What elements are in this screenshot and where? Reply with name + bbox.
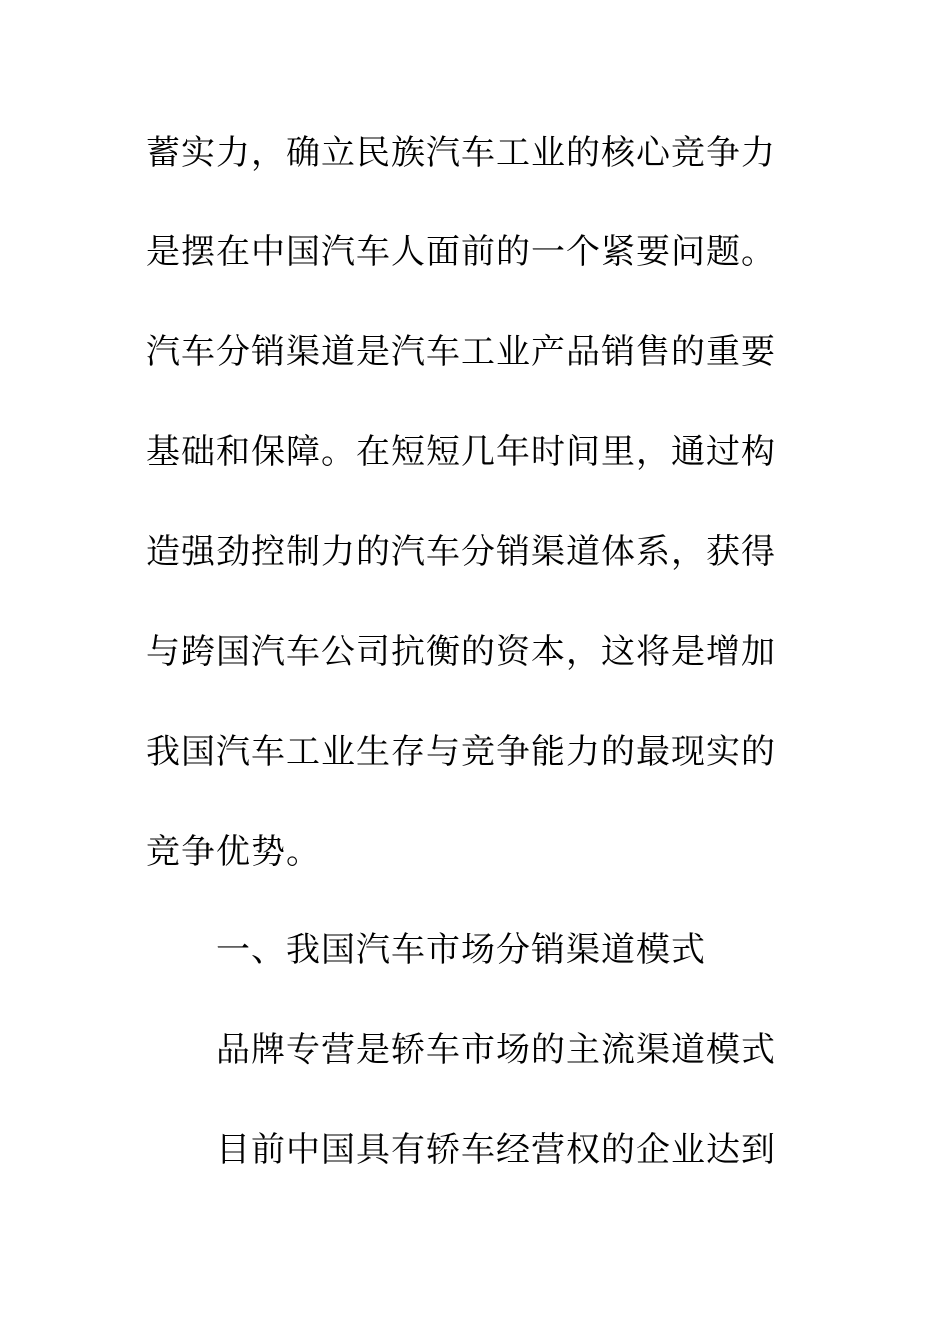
text-line: 我国汽车工业生存与竞争能力的最现实的: [146, 732, 776, 772]
section-heading: 一、我国汽车市场分销渠道模式: [216, 930, 706, 970]
text-line: 是摆在中国汽车人面前的一个紧要问题。: [146, 232, 776, 272]
text-line: 造强劲控制力的汽车分销渠道体系，获得: [146, 532, 776, 572]
paragraph-start: 目前中国具有轿车经营权的企业达到: [216, 1130, 776, 1170]
text-line: 汽车分销渠道是汽车工业产品销售的重要: [146, 332, 776, 372]
text-line: 蓄实力，确立民族汽车工业的核心竞争力: [146, 133, 776, 173]
text-line: 基础和保障。在短短几年时间里，通过构: [146, 432, 776, 472]
text-line: 与跨国汽车公司抗衡的资本，这将是增加: [146, 632, 776, 672]
subheading: 品牌专营是轿车市场的主流渠道模式: [216, 1030, 776, 1070]
text-line: 竞争优势。: [146, 832, 321, 872]
